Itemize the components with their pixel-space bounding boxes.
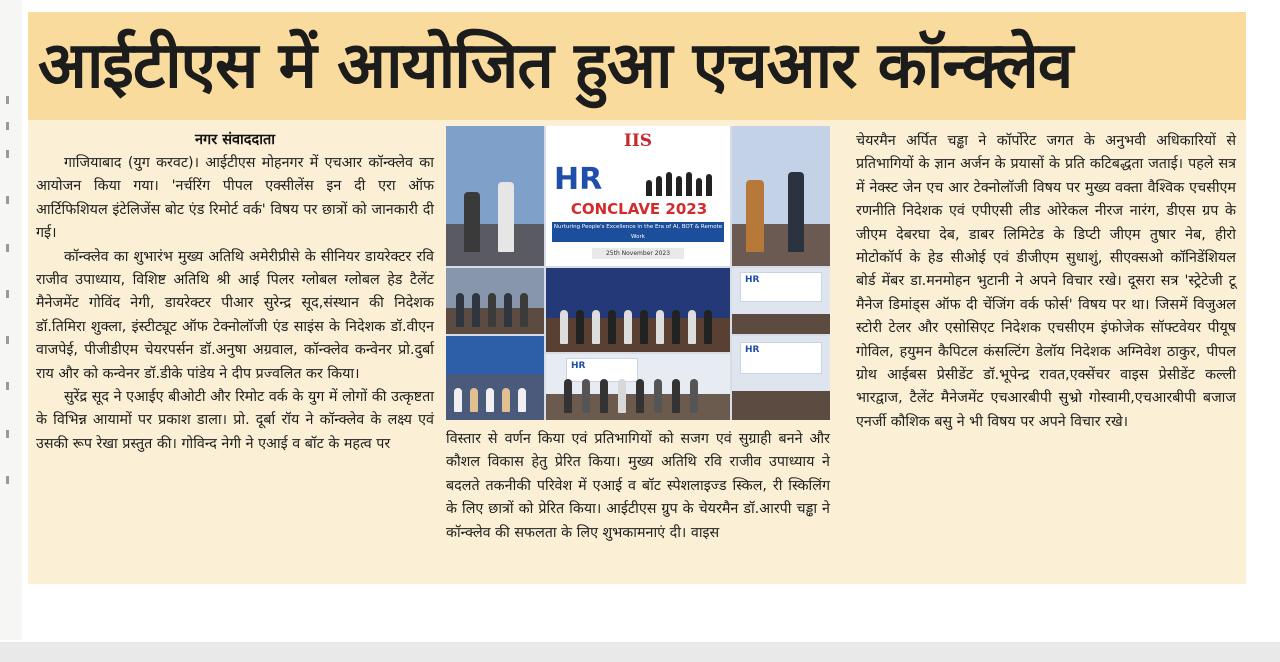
photo-stage-group: [546, 354, 730, 420]
photo-group-center: [546, 268, 730, 352]
headline-band: [28, 12, 1246, 120]
banner-date: 25th November 2023: [592, 248, 684, 259]
article-column-3: [856, 130, 1236, 434]
paragraph: गाजियाबाद (युग करवट)। आईटीएस मोहनगर में एचआर कॉन्क्लेव का आयोजन किया गया। 'नर्चरिंग पीपल एक्सीलेंस इन दी एरा ऑफ आर्टिफिशियल इंटेलिजेंस बोट एंड रिमोर्ट वर्क' विषय पर छात्रों को जानकारी दी गई।: [36, 155, 434, 242]
photo-panel-discussion: [732, 336, 830, 420]
newspaper-clipping: [28, 12, 1246, 584]
iis-logo: IIS: [623, 131, 653, 151]
adjacent-page-edge: [0, 0, 22, 640]
article-column-2: [446, 428, 830, 545]
paragraph: विस्तार से वर्णन किया एवं प्रतिभागियों को सजग एवं सुग्राही बनने और कौशल विकास हेतु प्रेरित किया। मुख्य अतिथि रवि राजीव उपाध्याय ने बदलते तकनीकी परिवेश में एआई व बॉट स्पेशलाइज्ड स्किल, री स्किलिंग के लिए छात्रों को प्रेरित किया। आईटीएस ग्रुप के चेयरमैन डॉ.आरपी चड्ढा ने कॉन्क्लेव की सफलता के लिए शुभकामनाएं दी। वाइस: [446, 431, 830, 541]
viewer-bottom-bar: [0, 642, 1280, 662]
banner-tagline: Nurturing People's Excellence in the Era of AI, BOT & Remote Work: [553, 224, 723, 240]
event-photo-collage: [446, 126, 830, 420]
byline: नगर संवाददाता: [195, 132, 275, 148]
photo-panel-right: [732, 268, 830, 334]
headline: आईटीएस में आयोजित हुआ एचआर कॉन्क्लेव: [38, 29, 1073, 103]
people-silhouette-icon: [646, 170, 726, 196]
banner-hr-text: HR: [554, 162, 603, 197]
paragraph: कॉन्क्लेव का शुभारंभ मुख्य अतिथि अमेरीप्रीसे के सीनियर डायरेक्टर रवि राजीव उपाध्याय, विशिष्ट अतिथि श्री आई पिलर ग्लोबल ग्लोबल हेड टैलेंट मैनेजमेंट गोविंद नेगी, डायरेक्टर पीआर सुरेन्द्र सूद,संस्थान की निदेशक डॉ.तिमिरा शुक्ला, इंस्टीट्यूट ऑफ टेक्नोलॉजी एंड साइंस के निदेशक डॉ.वीएन वाजपेई, पीजीडीएम चेयरपर्सन डॉ.अनुषा अग्रवाल, कॉन्क्लेव कन्वेनर प्रो.दुर्बा राय और को कन्वेनर डॉ.डीके पांडेय ने दीप प्रज्वलित कर किया।: [36, 248, 434, 382]
screen-hr-text: HR: [745, 345, 760, 355]
photo-award-right: [732, 126, 830, 266]
conclave-banner: [546, 126, 730, 266]
article-column-1: [36, 130, 434, 456]
paragraph: चेयरमैन अर्पित चड्ढा ने कॉर्पोरेट जगत के अनुभवी अधिकारियों से प्रतिभागियों के ज्ञान अर्जन के प्रयासों के प्रति कटिबद्धता जताई। पहले सत्र में नेक्स्ट जेन एच आर टेक्नोलॉजी विषय पर मुख्य वक्ता वैश्विक एचसीएम रणनीति निदेशक एवं एपीएसी लीड ओरेकल नीरज नारंग, डीएस ग्रप के जीएम देबरघा देब, डाबर लिमिटेड के डिप्टी जीएम तुषार नेब, हीरो मोटोकॉर्प के हेड सीओई एवं डीजीएम सुधाशुं, सीएक्सओ कॉनिडेंशियल बोर्ड मेंबर डा.मनमोहन भुटानी ने अपने विचार रखे। दूसरा सत्र 'स्ट्रेटेजी टू मैनेज डिमांड्स ऑफ दी चेंजिंग वर्क फोर्स' विषय पर था। जिसमें विजुअल स्टोरी टेलर और एसोसिएट निदेशक एचसीएम इंफोजेक सॉफ्टवेयर पीयूष गोविल, हयुमन कैपिटल कंसल्टिंग डेलॉय निदेशक अग्निवेश ठाकुर, पीपल ग्रोथ आईबस प्रेसीडेंट डॉ.भूपेन्द्र रावत,एक्सेंचर वाइस प्रेसीडेंट कल्ली भारद्वाज, टैलेंट मैनेजमेंट एचआरबीपी सुभ्रो गोस्वामी,एचआरबीपी बजाज एनर्जी कौशिक बसु ने भी विषय पर अपने विचार रखे।: [856, 133, 1236, 430]
banner-conclave-text: CONCLAVE 2023: [570, 200, 708, 218]
screen-hr-text: HR: [745, 275, 760, 285]
photo-audience: [446, 336, 544, 420]
photo-group-left: [446, 268, 544, 334]
screen-hr-text: HR: [571, 361, 586, 371]
photo-award-left: [446, 126, 544, 266]
paragraph: सुरेंद्र सूद ने एआईए बीओटी और रिमोट वर्क के युग में लोगों की उत्कृष्टता के विभिन्न आयामों पर प्रकाश डाला। प्रो. दूर्बा रॉय ने कॉन्क्लेव के लक्ष्य एवं उसकी रूप रेखा प्रस्तुत की। गोविन्द नेगी ने एआई व बॉट के महत्व पर: [36, 389, 434, 452]
